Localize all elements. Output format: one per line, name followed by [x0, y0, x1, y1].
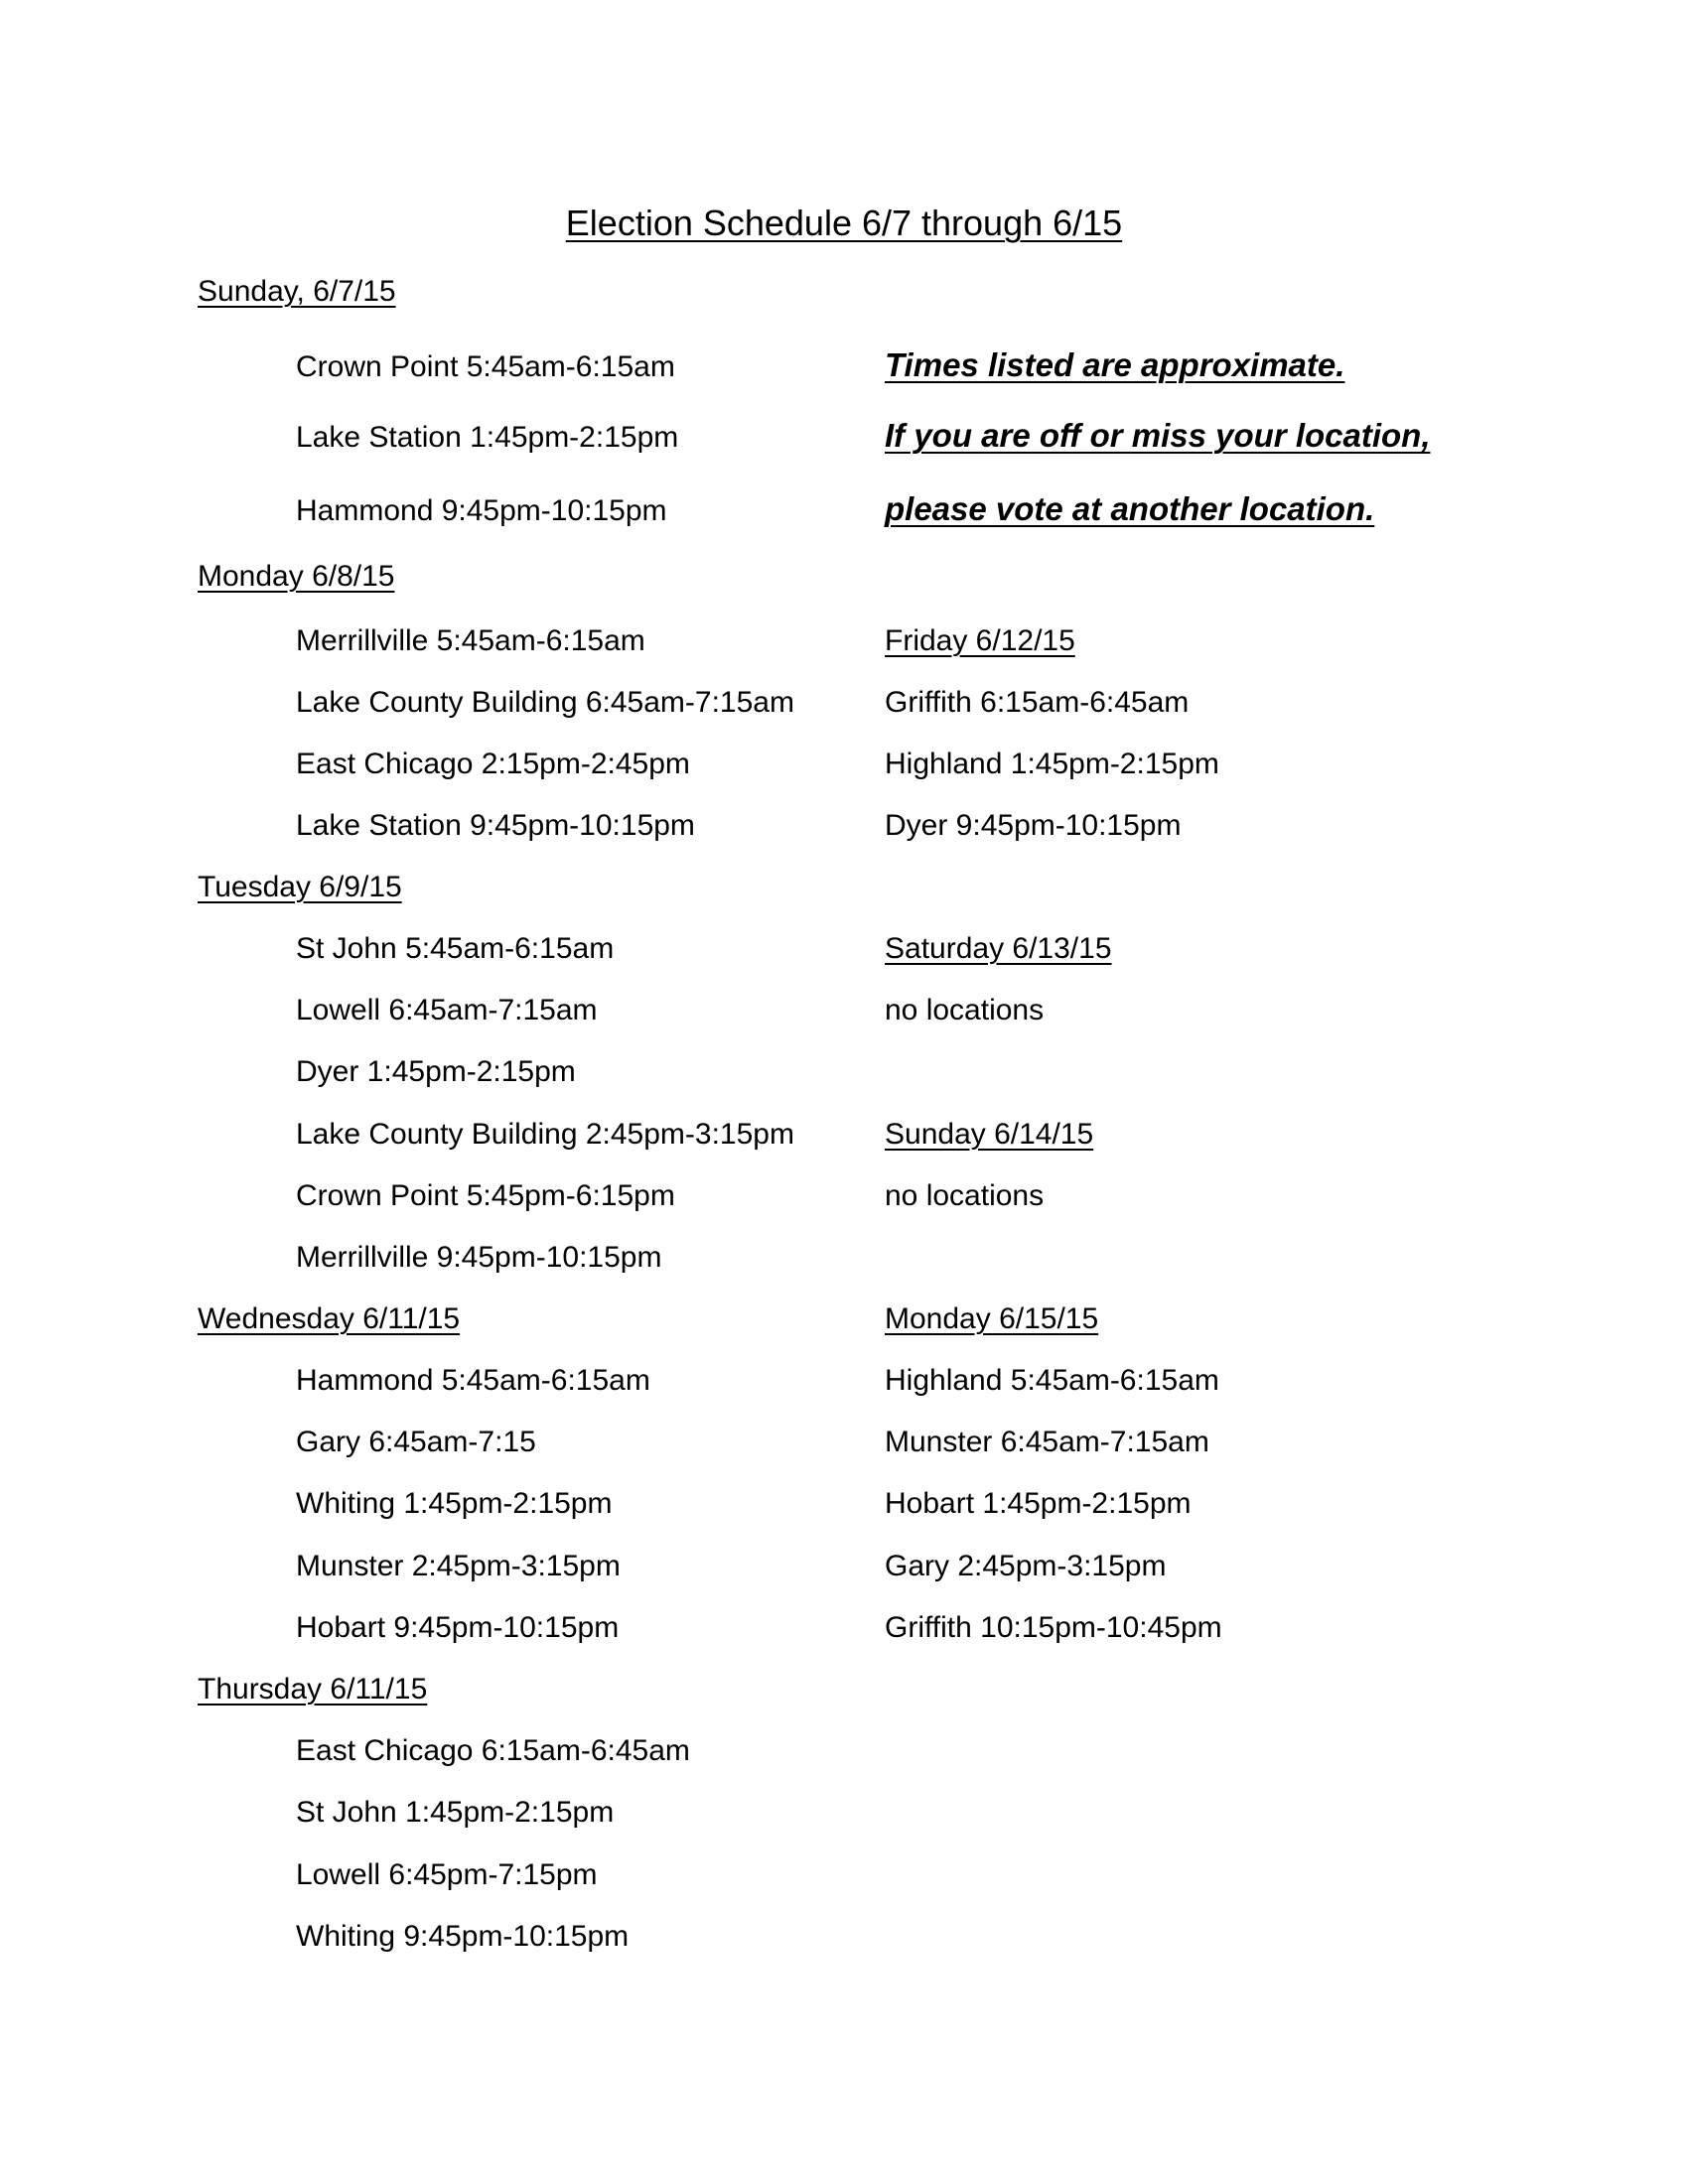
schedule-item: Lake Station 9:45pm-10:15pm: [296, 809, 695, 842]
schedule-item: Lake County Building 2:45pm-3:15pm: [296, 1118, 794, 1151]
schedule-item: Gary 2:45pm-3:15pm: [885, 1550, 1167, 1582]
page-title-text: Election Schedule 6/7 through 6/15: [565, 203, 1123, 243]
schedule-item: Hammond 5:45am-6:15am: [296, 1364, 650, 1397]
schedule-item: Merrillville 5:45am-6:15am: [296, 624, 645, 657]
day-heading-thursday-6-11: Thursday 6/11/15: [198, 1673, 428, 1706]
schedule-item: East Chicago 2:15pm-2:45pm: [296, 748, 690, 780]
schedule-item: Dyer 1:45pm-2:15pm: [296, 1055, 576, 1088]
notice-line-1: Times listed are approximate.: [885, 346, 1345, 383]
page-title: [0, 202, 1688, 245]
schedule-item: St John 1:45pm-2:15pm: [296, 1796, 615, 1829]
schedule-item: Highland 1:45pm-2:15pm: [885, 748, 1219, 780]
schedule-item: Crown Point 5:45pm-6:15pm: [296, 1179, 675, 1212]
schedule-item: Griffith 10:15pm-10:45pm: [885, 1611, 1222, 1644]
schedule-item: Whiting 1:45pm-2:15pm: [296, 1487, 613, 1520]
notice-line-2: If you are off or miss your location,: [885, 417, 1431, 454]
notice-line-3: please vote at another location.: [885, 490, 1375, 527]
schedule-item: Munster 6:45am-7:15am: [885, 1426, 1209, 1458]
schedule-item: Highland 5:45am-6:15am: [885, 1364, 1219, 1397]
schedule-item: Lowell 6:45pm-7:15pm: [296, 1858, 598, 1891]
schedule-item: Griffith 6:15am-6:45am: [885, 686, 1190, 719]
schedule-item: Crown Point 5:45am-6:15am: [296, 350, 675, 383]
schedule-item: Lake Station 1:45pm-2:15pm: [296, 421, 679, 454]
schedule-item: Whiting 9:45pm-10:15pm: [296, 1920, 630, 1953]
day-heading-monday-6-15: Monday 6/15/15: [885, 1302, 1099, 1335]
schedule-item: Hobart 1:45pm-2:15pm: [885, 1487, 1192, 1520]
schedule-item: Gary 6:45am-7:15: [296, 1426, 536, 1458]
schedule-item: Hammond 9:45pm-10:15pm: [296, 494, 667, 527]
schedule-item: Dyer 9:45pm-10:15pm: [885, 809, 1182, 842]
schedule-item: Lake County Building 6:45am-7:15am: [296, 686, 794, 719]
schedule-item: East Chicago 6:15am-6:45am: [296, 1734, 690, 1767]
day-heading-monday-6-8: Monday 6/8/15: [198, 560, 395, 593]
schedule-item: St John 5:45am-6:15am: [296, 932, 615, 965]
schedule-item: no locations: [885, 1179, 1045, 1212]
schedule-item: Munster 2:45pm-3:15pm: [296, 1550, 621, 1582]
day-heading-tuesday-6-9: Tuesday 6/9/15: [198, 871, 402, 903]
day-heading-sunday-6-7: Sunday, 6/7/15: [198, 275, 396, 308]
schedule-item: Lowell 6:45am-7:15am: [296, 994, 598, 1026]
day-heading-wednesday-6-11: Wednesday 6/11/15: [198, 1302, 461, 1335]
schedule-item: no locations: [885, 994, 1045, 1026]
day-heading-sunday-6-14: Sunday 6/14/15: [885, 1118, 1094, 1151]
day-heading-saturday-6-13: Saturday 6/13/15: [885, 932, 1112, 965]
schedule-item: Hobart 9:45pm-10:15pm: [296, 1611, 620, 1644]
schedule-item: Merrillville 9:45pm-10:15pm: [296, 1241, 662, 1274]
day-heading-friday-6-12: Friday 6/12/15: [885, 624, 1075, 657]
